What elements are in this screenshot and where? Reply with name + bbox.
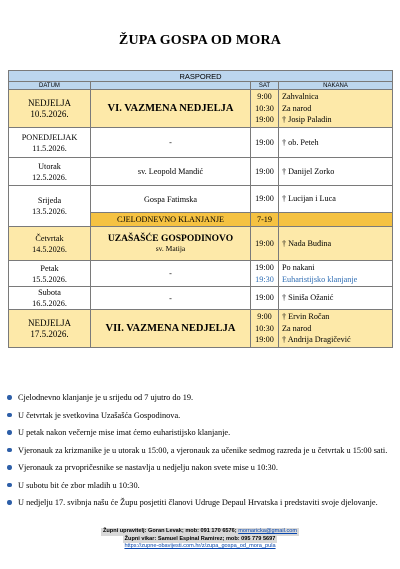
row-date: 11.5.2026. (32, 143, 67, 153)
table-row (9, 310, 393, 348)
row-day: Srijeda (37, 196, 62, 205)
row-date: 12.5.2026. (32, 172, 67, 182)
table-row (9, 186, 393, 213)
row-feast: VI. VAZMENA NEDJELJA (91, 90, 251, 128)
row-note: Euharistijsko klanjanje (282, 274, 358, 284)
list-item: Vjeronauk za krizmanike je u utorak u 15:00, a vjeronauk za učenike sedmog razreda je u četvrtak u 15:00 sati. (6, 445, 392, 456)
row-time: 19:00 (255, 166, 274, 176)
table-row (9, 128, 393, 158)
row-note: † ob. Peteh (282, 137, 319, 147)
row-date: 14.5.2026. (32, 244, 67, 254)
list-item: U nedjelju 17. svibnja našu će Župu posjetiti članovi Udruge Depaul Hrvatska i predstaviti svoje djelovanje. (6, 497, 392, 508)
row-day: NEDJELJA (28, 317, 71, 328)
row-time: 9:00 (257, 92, 272, 102)
row-date: 16.5.2026. (32, 299, 67, 308)
row-feast: - (91, 261, 251, 287)
table-row (9, 261, 393, 287)
table-row (9, 90, 393, 128)
adoration-label: CJELODNEVNO KLANJANJE (91, 213, 251, 227)
row-date: 17.5.2026. (30, 328, 69, 339)
page-title: ŽUPA GOSPA OD MORA (118, 33, 282, 48)
row-time: 19:30 (255, 274, 274, 284)
row-note: † Josip Paladin (282, 115, 332, 125)
schedule-table (8, 70, 393, 348)
row-day: Subota (38, 288, 61, 297)
row-day: Utorak (38, 161, 61, 171)
row-time: 19:00 (255, 293, 274, 303)
list-item: Vjeronauk za prvopričesnike se nastavlja u nedjelju nakon svete mise u 10:30. (6, 462, 392, 473)
footer-contact (101, 528, 299, 536)
row-time: 19:00 (255, 263, 274, 272)
row-time: 9:00 (257, 312, 272, 322)
row-day: NEDJELJA (28, 97, 71, 108)
footer-line1: Župni upravitelj: Goran Levak; mob: 091 170 6576; (102, 528, 237, 534)
row-note: † Nada Buđina (282, 238, 332, 248)
row-feast: VII. VAZMENA NEDJELJA (91, 310, 251, 348)
row-feast: sv. Leopold Mandić (91, 158, 251, 186)
row-note: † Danijel Zorko (282, 166, 335, 176)
row-note: † Lucijan i Luca (282, 194, 336, 204)
col-sat: SAT (251, 82, 279, 90)
row-time: 19:00 (255, 335, 274, 345)
list-item: U četvrtak je svetkovina Uzašašća Gospodinova. (6, 410, 392, 421)
row-time: 10:30 (255, 103, 274, 113)
row-day: Četvrtak (35, 233, 64, 243)
row-date: 13.5.2026. (32, 207, 67, 216)
schedule-header: RASPORED (9, 71, 393, 82)
row-time: 19:00 (255, 238, 274, 248)
footer (0, 528, 400, 551)
row-note: † Andrija Dragičević (282, 335, 351, 345)
row-date: 10.5.2026. (30, 108, 69, 119)
table-row (9, 287, 393, 310)
row-time: 10:30 (255, 323, 274, 333)
row-time: 19:00 (255, 115, 274, 125)
row-feast: - (91, 128, 251, 158)
col-datum: DATUM (9, 82, 91, 90)
row-feast: Gospa Fatimska (91, 186, 251, 213)
row-note: † Siniša Ožanić (282, 293, 334, 303)
adoration-time: 7-19 (251, 213, 279, 227)
row-time: 19:00 (255, 137, 274, 147)
row-day: Petak (40, 263, 59, 273)
list-item: U petak nakon večernje mise imat ćemo euharistijsko klanjanje. (6, 427, 392, 438)
row-note: Za narod (282, 323, 312, 333)
row-day: PONEDJELJAK (21, 132, 78, 142)
row-date: 15.5.2026. (32, 274, 67, 284)
row-feast: - (91, 287, 251, 310)
footer-vicar (123, 536, 278, 544)
row-feast: UZAŠAŠĆE GOSPODINOVO (107, 234, 234, 244)
list-item: Cjelodnevno klanjanje je u srijedu od 7 ujutro do 19. (6, 392, 392, 403)
table-row (9, 227, 393, 261)
footer-url-link[interactable]: https://zupne-obavijesti.com.hr/z/zupa_gospa_od_mora_pula (124, 543, 276, 549)
row-note: Po nakani (282, 263, 315, 272)
row-feast-sub: sv. Matija (155, 244, 186, 253)
list-item: U subotu bit će zbor mladih u 10:30. (6, 480, 392, 491)
col-nakana: NAKANA (279, 82, 393, 90)
row-note: Za narod (282, 103, 312, 113)
row-note: Zahvalnica (282, 92, 319, 102)
footer-line2: Župni vikar: Samuel Espinal Ramirez; mob: 095 779 5697 (124, 535, 276, 542)
row-time: 19:00 (255, 194, 274, 204)
table-row (9, 158, 393, 186)
row-note: † Ervin Ročan (282, 312, 330, 322)
announcements-list (6, 392, 392, 515)
email-link[interactable]: mornaricka@gmail.com (238, 528, 298, 534)
